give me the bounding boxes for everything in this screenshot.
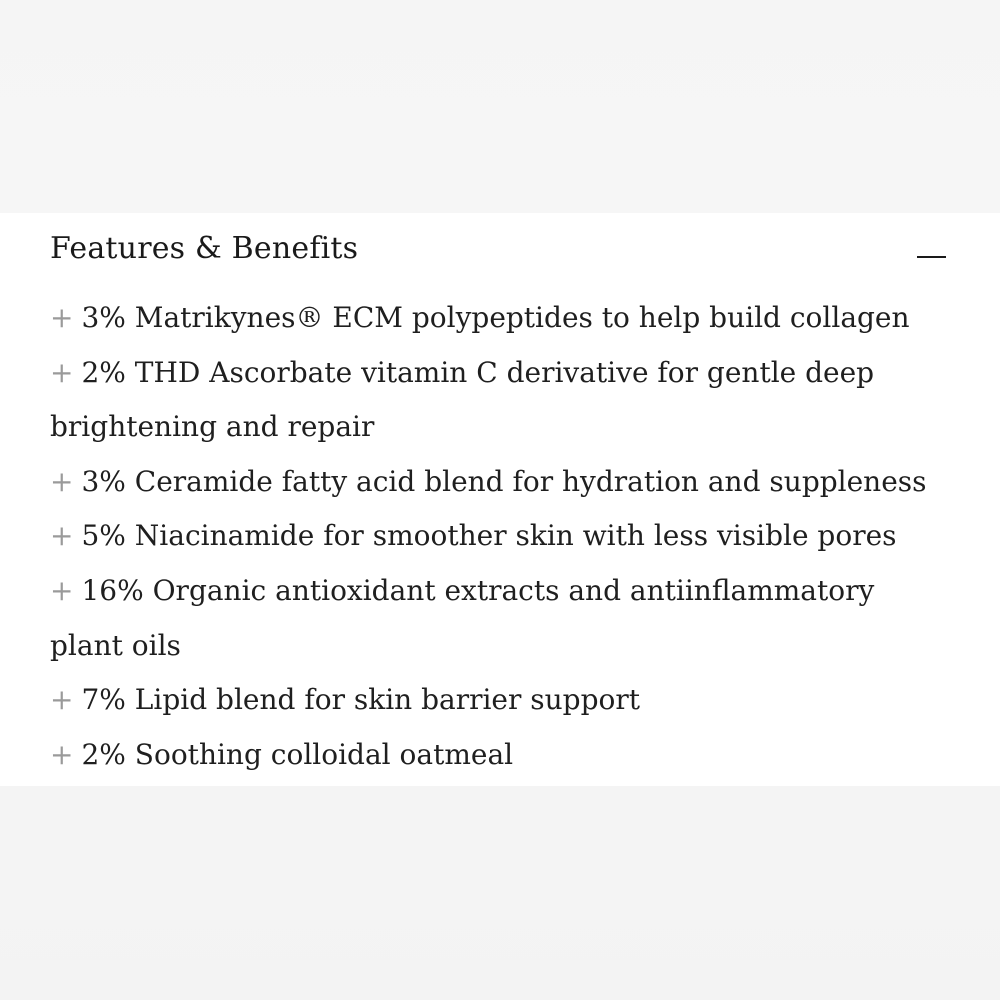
feature-text: 5% Niacinamide for smoother skin with less visible pores <box>81 519 897 553</box>
plus-icon: + <box>50 464 74 498</box>
list-item <box>50 564 950 673</box>
list-item <box>50 291 950 346</box>
plus-icon: + <box>50 737 74 771</box>
list-item <box>50 728 950 783</box>
feature-text: 2% THD Ascorbate vitamin C derivative for gentle deep brightening and repair <box>50 355 875 444</box>
feature-text: 16% Organic antioxidant extracts and antiinflammatory plant oils <box>50 573 875 662</box>
feature-text: 2% Soothing colloidal oatmeal <box>81 737 514 771</box>
feature-text: 7% Lipid blend for skin barrier support <box>81 683 641 717</box>
plus-icon: + <box>50 355 74 389</box>
features-accordion-header[interactable] <box>50 224 950 274</box>
plus-icon: + <box>50 573 74 607</box>
list-item <box>50 346 950 455</box>
plus-icon: + <box>50 301 74 334</box>
plus-icon: + <box>50 683 74 717</box>
collapse-toggle-button[interactable] <box>916 224 946 274</box>
list-item <box>50 509 950 564</box>
plus-icon: + <box>50 519 74 553</box>
features-list <box>50 291 950 782</box>
list-item <box>50 673 950 728</box>
feature-text: 3% Ceramide fatty acid blend for hydration and suppleness <box>81 464 927 498</box>
list-item <box>50 455 950 510</box>
accordion-title: Features & Benefits <box>50 231 359 266</box>
minus-icon <box>917 256 946 258</box>
feature-text: 3% Matrikynes® ECM polypeptides to help build collagen <box>81 301 910 334</box>
